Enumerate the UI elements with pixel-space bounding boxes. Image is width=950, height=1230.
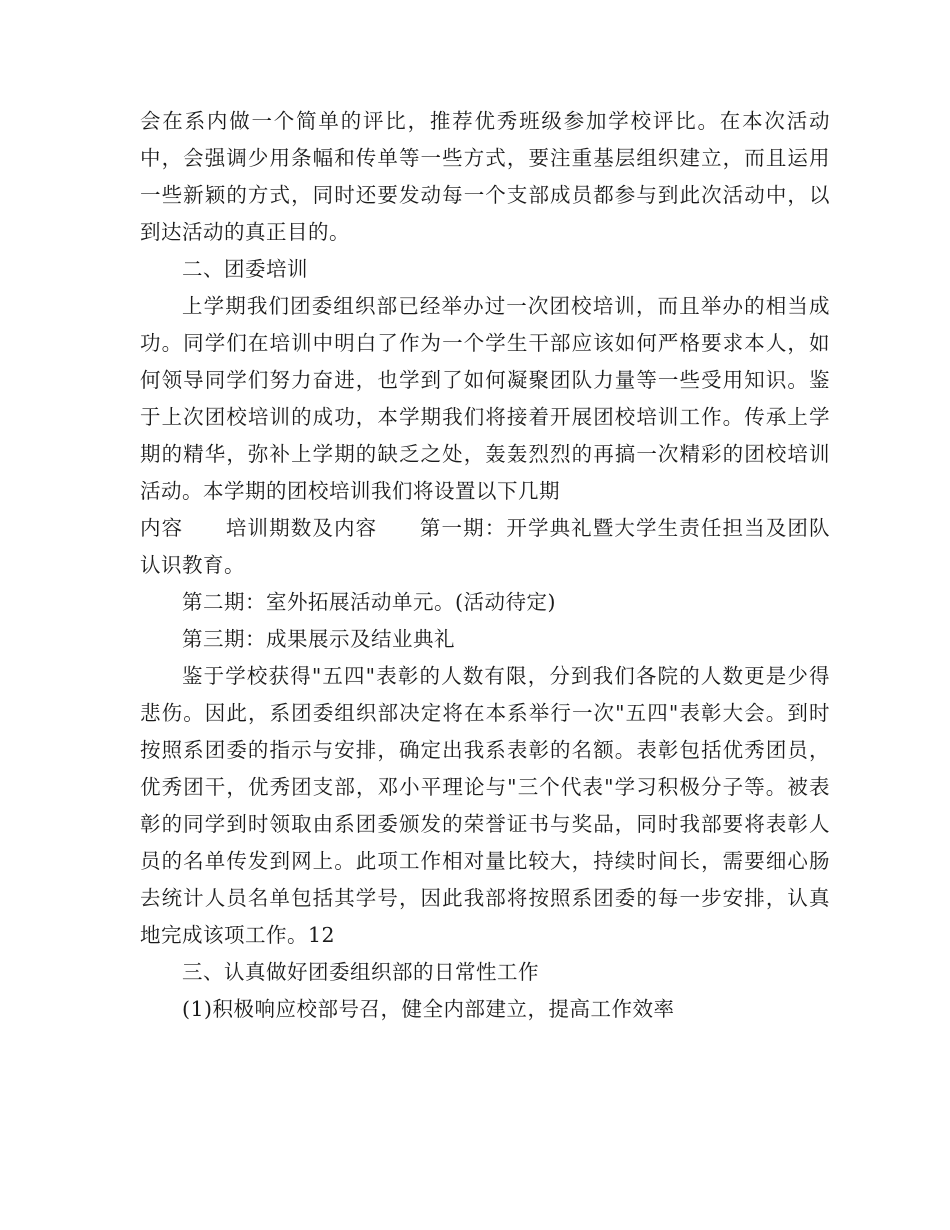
paragraph-evaluation: 会在系内做一个简单的评比，推荐优秀班级参加学校评比。在本次活动中，会强调少用条幅和传单等一些方式，要注重基层组织建立，而且运用一些新颖的方式，同时还要发动每一个支部成员都参与到此次活动中，以到达活动的真正目的。 [140,109,830,244]
schedule-content-label: 内容 [140,516,184,540]
schedule-period-one: 第一期：开学典礼暨大学生责任担当及团队认识教育。 [140,516,831,577]
heading-league-training: 二、团委培训 [182,257,308,281]
paragraph-training: 上学期我们团委组织部已经举办过一次团校培训，而且举办的相当成功。同学们在培训中明白了作为一个学生干部应该如何严格要求本人，如何领导同学们努力奋进，也学到了如何凝聚团队力量等一些受用知识。鉴于上次团校培训的成功，本学期我们将接着开展团校培训工作。传承上学期的精华，弥补上学期的缺乏之处，轰轰烈烈的再搞一次精彩的团校培训活动。本学期的团校培训我们将设置以下几期 [140,294,830,503]
schedule-period-label: 培训期数及内容 [225,516,378,540]
paragraph-training-schedule [140,510,830,584]
schedule-period-two: 第二期：室外拓展活动单元。(活动待定) [182,590,556,614]
heading-daily-work: 三、认真做好团委组织部的日常性工作 [182,960,539,984]
document-body [140,103,830,1028]
schedule-period-three: 第三期：成果展示及结业典礼 [182,627,455,651]
paragraph-may-fourth-awards: 鉴于学校获得"五四"表彰的人数有限，分到我们各院的人数更是少得悲伤。因此，系团委组织部决定将在本系举行一次"五四"表彰大会。到时按照系团委的指示与安排，确定出我系表彰的名额。表彰包括优秀团员，优秀团干，优秀团支部，邓小平理论与"三个代表"学习积极分子等。被表彰的同学到时领取由系团委颁发的荣誉证书与奖品，同时我部要将表彰人员的名单传发到网上。此项工作相对量比较大，持续时间长，需要细心肠去统计人员名单包括其学号，因此我部将按照系团委的每一步安排，认真地完成该项工作。12 [140,664,830,947]
item-internal-building: (1)积极响应校部号召，健全内部建立，提高工作效率 [182,997,675,1021]
